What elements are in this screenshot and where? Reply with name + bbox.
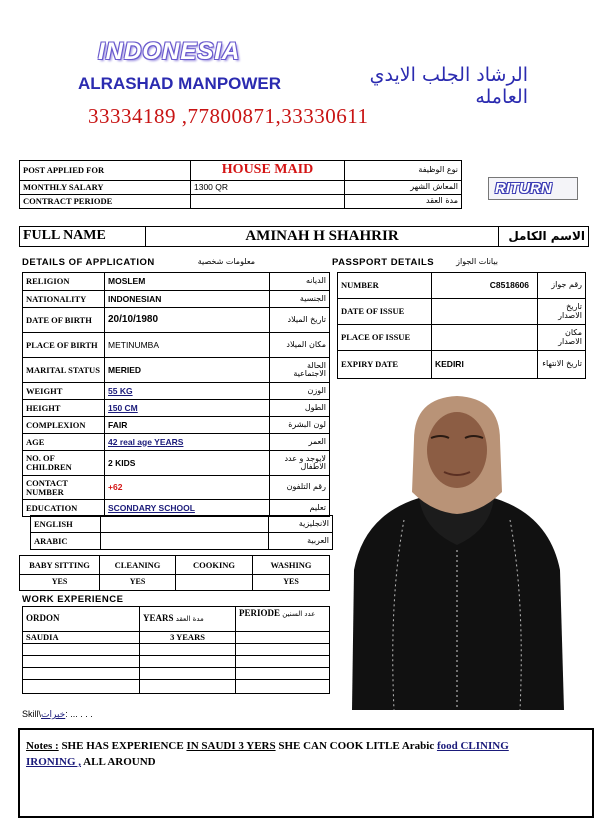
notes-text-f: ALL AROUND (81, 756, 156, 768)
work-row-country (23, 656, 140, 668)
work-row-country: SAUDIA (23, 632, 140, 644)
nationality-arabic: الجنسية (270, 291, 330, 308)
children-arabic: لايوجد و عدد الاطفال (270, 451, 330, 476)
post-arabic: نوع الوظيفة (345, 161, 462, 181)
notes-text-c: SHE CAN COOK LITLE Arabic (275, 740, 437, 752)
application-section-arabic: معلومات شخصية (197, 257, 255, 266)
dob-label: DATE OF BIRTH (23, 308, 105, 333)
skill-value-cooking (176, 575, 253, 591)
dob-value: 20/10/1980 (105, 308, 270, 333)
notes-text-d: food CLINING (436, 740, 509, 752)
skill-header-babysitting: BABY SITTING (20, 556, 100, 575)
marital-arabic: الحالة الاجتماعية (270, 358, 330, 383)
weight-value: 55 KG (105, 383, 270, 400)
education-label: EDUCATION (23, 500, 105, 517)
skill-value-washing: YES (253, 575, 330, 591)
work-header-years: YEARS (143, 613, 174, 624)
age-label: AGE (23, 434, 105, 451)
issue-place-value (432, 325, 538, 351)
country-title: INDONESIA (98, 38, 241, 65)
contract-value (191, 195, 345, 209)
nationality-label: NATIONALITY (23, 291, 105, 308)
passport-number-arabic: رقم جواز (538, 273, 586, 299)
application-section-title: DETAILS OF APPLICATION (22, 257, 155, 268)
company-name: ALRASHAD MANPOWER (78, 74, 282, 93)
skills-table (19, 555, 330, 591)
marital-label: MARITAL STATUS (23, 358, 105, 383)
issue-date-value (432, 299, 538, 325)
contact-label: CONTACT NUMBER (23, 476, 105, 500)
work-header-periode-cell (236, 607, 330, 632)
notes-text-e: IRONING , (26, 756, 82, 768)
return-button[interactable]: RITURN (488, 177, 578, 200)
skill-header-washing: WASHING (253, 556, 330, 575)
work-section-title: WORK EXPERIENCE (22, 594, 124, 605)
post-label: POST APPLIED FOR (20, 161, 191, 181)
full-name-value: AMINAH H SHAHRIR (146, 227, 499, 247)
issue-date-label: DATE OF ISSUE (338, 299, 432, 325)
notes-box (18, 728, 594, 818)
notes-text-b: IN SAUDI 3 YERS (186, 740, 276, 752)
english-label: ENGLISH (31, 516, 101, 533)
height-label: HEIGHT (23, 400, 105, 417)
complexion-value: FAIR (105, 417, 270, 434)
height-arabic: الطول (270, 400, 330, 417)
applicant-portrait-icon (344, 380, 570, 710)
work-header-periode: PERIODE (239, 608, 281, 618)
phone-numbers: 33334189 ,77800871,33330611 (88, 104, 369, 128)
work-row-country (23, 680, 140, 694)
expiry-label: EXPIRY DATE (338, 351, 432, 379)
skill-header-cleaning: CLEANING (100, 556, 176, 575)
notes-label: Notes : (26, 740, 59, 752)
post-value: HOUSE MAID (191, 161, 345, 181)
english-value (101, 516, 269, 533)
religion-label: RELIGION (23, 273, 105, 291)
salary-arabic: المعاش الشهر (345, 181, 462, 195)
skill-value-cleaning: YES (100, 575, 176, 591)
work-row-periode (236, 644, 330, 656)
pob-arabic: مكان الميلاد (270, 333, 330, 358)
work-row-periode (236, 632, 330, 644)
passport-table (337, 272, 586, 379)
applicant-photo (344, 380, 570, 710)
salary-label: MONTHLY SALARY (20, 181, 191, 195)
work-row-years (140, 644, 236, 656)
passport-section-arabic: بيانات الجواز (456, 257, 498, 266)
age-value: 42 real age YEARS (105, 434, 270, 451)
contract-arabic: مدة العقد (345, 195, 462, 209)
age-arabic: العمر (270, 434, 330, 451)
work-row-years: 3 YEARS (140, 632, 236, 644)
passport-number-value: C8518606 (432, 273, 538, 299)
work-table (22, 606, 330, 694)
nationality-value: INDONESIAN (105, 291, 270, 308)
contact-arabic: رقم التلفون (270, 476, 330, 500)
skill-line (22, 709, 93, 720)
work-row-periode (236, 656, 330, 668)
job-table (19, 160, 462, 209)
arabic-value (101, 533, 269, 550)
company-name-arabic: الرشاد الجلب الايدي العامله (369, 64, 528, 108)
skill-line-label: Skill\ (22, 709, 42, 719)
dob-arabic: تاريخ الميلاد (270, 308, 330, 333)
full-name-label: FULL NAME (20, 227, 146, 247)
weight-arabic: الوزن (270, 383, 330, 400)
issue-date-arabic: تاريخ الاصدار (538, 299, 586, 325)
height-value: 150 CM (105, 400, 270, 417)
work-header-periode-arabic: عدد السنين (282, 610, 316, 618)
skill-value-babysitting: YES (20, 575, 100, 591)
work-header-years-arabic: مدة العقد (175, 615, 204, 624)
languages-table (30, 515, 333, 550)
skill-line-arabic: خبرات (41, 710, 66, 720)
religion-arabic: الديانه (270, 273, 330, 291)
pob-value: METINUMBA (105, 333, 270, 358)
weight-label: WEIGHT (23, 383, 105, 400)
work-row-years (140, 656, 236, 668)
work-header-country: ORDON (23, 607, 140, 632)
arabic-label: ARABIC (31, 533, 101, 550)
passport-section-title: PASSPORT DETAILS (332, 257, 435, 268)
full-name-table (19, 226, 589, 247)
complexion-label: COMPLEXION (23, 417, 105, 434)
work-row-years (140, 668, 236, 680)
work-header-years-cell (140, 607, 236, 632)
contract-label: CONTRACT PERIODE (20, 195, 191, 209)
children-value: 2 KIDS (105, 451, 270, 476)
details-table (22, 272, 330, 517)
education-value: SCONDARY SCHOOL (105, 500, 270, 517)
work-row-periode (236, 668, 330, 680)
education-arabic: تعليم (270, 500, 330, 517)
work-row-country (23, 668, 140, 680)
passport-number-label: NUMBER (338, 273, 432, 299)
issue-place-arabic: مكان الاصدار (538, 325, 586, 351)
skill-header-cooking: COOKING (176, 556, 253, 575)
issue-place-label: PLACE OF ISSUE (338, 325, 432, 351)
children-label: NO. OF CHILDREN (23, 451, 105, 476)
work-row-periode (236, 680, 330, 694)
work-row-country (23, 644, 140, 656)
complexion-arabic: لون البشرة (270, 417, 330, 434)
marital-value: MERIED (105, 358, 270, 383)
expiry-value: KEDIRI (432, 351, 538, 379)
pob-label: PLACE OF BIRTH (23, 333, 105, 358)
salary-value: 1300 QR (191, 181, 345, 195)
full-name-arabic: الاسم الكامل (499, 227, 589, 247)
english-arabic: الانجليزية (269, 516, 333, 533)
arabic-lang-arabic: العربية (269, 533, 333, 550)
expiry-arabic: تاريخ الانتهاء (538, 351, 586, 379)
contact-value: +62 (105, 476, 270, 500)
religion-value: MOSLEM (105, 273, 270, 291)
notes-text-a: SHE HAS EXPERIENCE (58, 740, 187, 752)
skill-line-trail: : ... . . . (65, 709, 93, 719)
work-row-years (140, 680, 236, 694)
